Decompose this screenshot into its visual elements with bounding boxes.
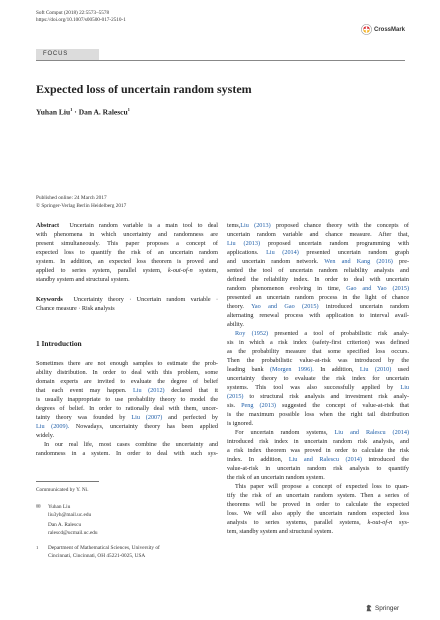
citation-link[interactable]: Liu (2009). [36, 423, 70, 430]
corresponding-author-email[interactable]: liu3yh@mail.uc.edu [48, 511, 92, 518]
keywords-line: Chance measure · Risk analysis [36, 305, 115, 312]
copyright-notice: © Springer-Verlag Berlin Heidelberg 2017 [36, 203, 127, 209]
coauthor-name: Dan A. Ralescu [48, 522, 82, 528]
body-line: systems. This tool was also successfully applied by Liu [227, 384, 410, 391]
abstract-line: system. In addition, an expected loss theorem is proved and [36, 258, 218, 265]
citation-link[interactable]: Gao and Yao (2015) [346, 285, 410, 292]
affiliation [48, 545, 160, 560]
author-separator: · [74, 107, 77, 117]
crossmark-label: CrossMark [374, 26, 406, 33]
body-line: Roy (1952) presented a tool of probabilistic risk analy- [235, 330, 409, 337]
communicated-by: Communicated by Y. Ni. [36, 487, 89, 493]
body-line: the risk of an uncertain random system. [227, 474, 325, 481]
citation-link[interactable]: Liu (2012) [132, 387, 165, 394]
author-name[interactable]: Dan A. Ralescu [78, 107, 128, 117]
body-line: as the probability measure that some specified loss occurs. [227, 348, 409, 355]
author-list [36, 107, 130, 117]
corresponding-author [48, 504, 91, 519]
keywords-label: Keywords [36, 296, 63, 303]
body-line: ability. [227, 321, 244, 328]
citation-link[interactable]: Liu [400, 384, 410, 391]
coauthor-email[interactable]: ralescd@ucmail.uc.edu [48, 529, 98, 536]
body-line: widely. [36, 432, 54, 439]
citation-link[interactable]: (Morgen 1996). [269, 366, 314, 373]
body-line: uncertain random variable and chance measure. After that, [227, 231, 409, 238]
body-line: is the maximum possible loss when the right tail distribution [227, 411, 409, 418]
body-line: index. In addition, Liu and Ralescu (2014) introduced the [227, 456, 409, 463]
citation-link[interactable]: Liu (2013) [227, 240, 261, 247]
abstract-line: present simultaneously. This paper proposes a concept of [36, 240, 218, 247]
body-line: sented the tool of uncertain random reliability analysis and [227, 267, 409, 274]
section-heading-introduction: 1 Introduction [36, 339, 82, 348]
affiliation-marker: 1 [36, 545, 39, 550]
body-line: theory. Yao and Gao (2015) introduced uncertain random [227, 303, 409, 310]
citation-link[interactable]: Yao and Gao (2015) [251, 303, 319, 310]
body-line: domain experts are invited to evaluate the degree of belief [36, 378, 218, 385]
body-line: leading bank (Morgen 1996). In addition, Liu (2010) used [227, 366, 410, 373]
corresponding-author-name: Yuhan Liu [48, 504, 71, 510]
body-line: that each event may happen. Liu (2012) declared that it [36, 387, 219, 394]
affiliation-marker: 1 [127, 107, 130, 112]
affiliation-marker: 1 [70, 107, 73, 112]
body-line: analysis to series systems, parallel systems, k-out-of-n sys- [227, 519, 410, 526]
body-line: defined the reliability index. In order to deal with uncertain [227, 276, 409, 283]
body-line: uncertainty theory to evaluate the risk index for uncertain [227, 375, 409, 382]
section-tag: FOCUS [43, 51, 68, 57]
body-line: loss. We will also apply the uncertain random expected loss [227, 510, 409, 517]
body-line: This paper will propose a concept of expected loss to quan- [235, 483, 409, 490]
citation-link[interactable]: Roy (1952) [235, 330, 269, 337]
body-line: and uncertain random network. Wen and Kang (2016) pre- [227, 258, 410, 265]
springer-horse-icon [365, 604, 373, 612]
keywords [36, 295, 218, 313]
body-line: tify the risk of an uncertain random system. Then a series of [227, 492, 409, 499]
body-line: random phenomenon evolving in time, Gao and Yao (2015) [227, 285, 410, 292]
abstract-label: Abstract [36, 222, 60, 229]
journal-header [36, 10, 126, 24]
body-line: randomness in a system. In order to deal with such sys- [36, 450, 218, 457]
envelope-icon: ✉ [36, 504, 41, 510]
body-line: alternating renewal process with application to interval avail- [227, 312, 409, 319]
citation-link[interactable]: Liu (2010) [359, 366, 392, 373]
body-line: sis. Peng (2013) suggested the concept of value-at-risk that [227, 402, 409, 409]
publisher-name: Springer [375, 604, 400, 612]
abstract-line: Abstract Uncertain random variable is a main tool to deal [36, 222, 218, 229]
citation-link[interactable]: Liu and Ralescu (2014) [334, 429, 410, 436]
citation-link[interactable]: Wen and Kang (2016) [324, 258, 393, 265]
introduction-left-column [36, 359, 218, 458]
coauthor [48, 522, 98, 537]
right-column [227, 221, 409, 536]
crossmark-badge[interactable] [361, 24, 405, 35]
citation-link[interactable]: (2015) [227, 393, 244, 400]
body-line: tainty theory was founded by Liu (2007) and perfected by [36, 414, 219, 421]
keywords-line: Keywords Uncertainty theory · Uncertain random variable · [36, 296, 219, 303]
publisher-logo [365, 604, 399, 612]
citation-link[interactable]: Liu (2013) [240, 222, 271, 229]
citation-link[interactable]: Liu and Ralescu (2014) [288, 456, 362, 463]
body-line: a risk index theorem was proved in order to calculate the risk [227, 447, 409, 454]
crossmark-icon [361, 24, 372, 35]
body-line: Sometimes there are not enough samples to estimate the prob- [36, 360, 218, 367]
doi-link[interactable]: https://doi.org/10.1007/s00500-017-2510-1 [36, 17, 126, 23]
abstract-line: standby system and structural system. [36, 276, 130, 283]
journal-citation: Soft Comput (2018) 22:5573–5578 [36, 10, 110, 16]
affiliation-line: Department of Mathematical Sciences, University of [48, 545, 160, 551]
body-line: presented an uncertain random process in the light of chance [227, 294, 409, 301]
body-line: value-at-risk in uncertain random risk analysis to quantify [227, 465, 409, 472]
abstract-line: with phenomena in which uncertainty and randomness are [36, 231, 218, 238]
citation-link[interactable]: Peng (2013) [241, 402, 276, 409]
body-line: Liu (2013) proposed uncertain random programming with [227, 240, 409, 247]
published-online-date: Published online: 24 March 2017 [36, 195, 107, 201]
citation-link[interactable]: Liu (2007) [131, 414, 163, 421]
abstract-line: expected loss to quantify the risk of an uncertain random [36, 249, 218, 256]
body-line: tem, standby system and structural system. [227, 528, 334, 535]
body-line: tems,Liu (2013) proposed chance theory with the concepts of [227, 222, 409, 229]
author-name[interactable]: Yuhan Liu [36, 107, 71, 117]
body-line: (2015) to structural risk analysis and investment risk analy- [227, 393, 410, 400]
body-line: theorems will be proved in order to calculate the expected [227, 501, 409, 508]
body-line: is ignored. [227, 420, 254, 427]
body-line: is usually inappropriate to use probability theory to model the [36, 396, 218, 403]
abstract-line: applied to series system, parallel system, k-out-of-n system, [36, 267, 218, 274]
body-line: applications. Liu (2014) presented uncertain random graph [227, 249, 410, 256]
body-line: ability distribution. In order to deal with this problem, some [36, 369, 218, 376]
body-line: In our real life, most cases combine the uncertainty and [44, 441, 218, 448]
body-line: sis in which a risk index (safety-first criterion) was defined [227, 339, 409, 346]
body-line: Then the probabilistic value-at-risk was introduced by the [227, 357, 409, 364]
publication-info [36, 194, 126, 210]
article-title: Expected loss of uncertain random system [36, 82, 252, 96]
abstract [36, 221, 218, 284]
citation-link[interactable]: Liu (2014) [266, 249, 299, 256]
footnote-divider [36, 481, 99, 482]
body-line: introduced risk index in uncertain random risk analysis, and [227, 438, 409, 445]
body-line: degrees of belief. In order to rationally deal with them, uncer- [36, 405, 218, 412]
body-line: For uncertain random systems, Liu and Ralescu (2014) [235, 429, 410, 436]
affiliation-line: Cincinnati, Cincinnati, OH 45221-0025, USA [48, 552, 146, 559]
body-line: Liu (2009). Nowadays, uncertainty theory has been applied [36, 423, 219, 430]
header-divider [36, 60, 405, 61]
